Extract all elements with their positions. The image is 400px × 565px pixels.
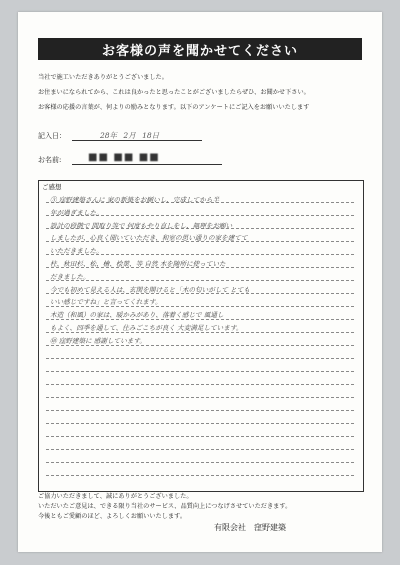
comment-line: もよく、四季を通して、住みごこちが良く 大変満足しています。: [50, 323, 243, 332]
comment-line: 柱、秋田杉、松、檜、桧葉、等 自然 木を随所に使っていた: [50, 259, 226, 268]
closing-line: ご協力いただきまして、誠にありがとうございました。: [38, 493, 193, 500]
page-title: お客様の声を聞かせてください: [38, 38, 362, 60]
ruled-line: [46, 384, 354, 385]
comment-line: だきました。: [50, 272, 90, 281]
comment-line: いただきました。: [50, 247, 103, 256]
ruled-line: [46, 436, 354, 437]
ruled-line: [46, 397, 354, 398]
closing-text: [38, 492, 291, 522]
closing-line: 今後ともご愛顧のほど、よろしくお願いいたします。: [38, 513, 187, 520]
ruled-line: [46, 423, 354, 424]
questionnaire-sheet: [18, 12, 382, 552]
ruled-line: [46, 475, 354, 476]
ruled-line: [46, 449, 354, 450]
ruled-line: [46, 371, 354, 372]
date-label: 記入日：: [38, 132, 66, 140]
company-name: 有限会社 窪野建築: [214, 523, 286, 532]
ruled-line: [46, 358, 354, 359]
comment-line: ㊞ 窪野建築に 感謝しています。: [50, 336, 146, 345]
comment-line: 設計の段階で 間取り等で 何度もやり直しをし、無理をお願い: [50, 221, 233, 230]
comment-line: いい感じですね」と言ってくれます。: [50, 298, 162, 307]
comment-label: ご感想: [42, 183, 62, 191]
comment-line: ③ 窪野建築さんに 家の新築をお願いし、完成してから半: [50, 196, 220, 204]
comment-line: 今でも初めて見える人は、玄関を開けると「木の匂いがして とても: [50, 285, 250, 294]
intro-line: お客様の応援の言葉が、何よりの励みとなります。以下のアンケートにご記入をお願いいたします: [38, 104, 310, 111]
comment-line: 木造（和風）の家は、暖かみがあり、落着く感じで 風通し: [50, 311, 224, 320]
comment-line: 年が過ぎました。: [50, 208, 103, 217]
customer-name-redacted: ■■ ■■ ■■: [88, 152, 160, 163]
date-value: 28年 2月 18日: [100, 131, 160, 140]
intro-line: お住まいになられてから、これは良かったと思ったことがございましたらぜひ、お聞かせ下さい。: [38, 89, 310, 96]
intro-text: [38, 70, 368, 115]
ruled-line: [46, 410, 354, 411]
handwritten-comment: [50, 194, 350, 348]
intro-line: 当社で施工いただきありがとうございました。: [38, 74, 168, 81]
name-label: お名前:: [38, 156, 62, 164]
ruled-line: [46, 462, 354, 463]
closing-line: いただいたご意見は、できる限り当社のサービス、品質向上につなげさせていただきます。: [38, 503, 292, 510]
comment-line: しましたが、心良く聞いていただき、和室の思い通りの家を建てて: [50, 234, 248, 243]
name-underline: [72, 164, 222, 165]
